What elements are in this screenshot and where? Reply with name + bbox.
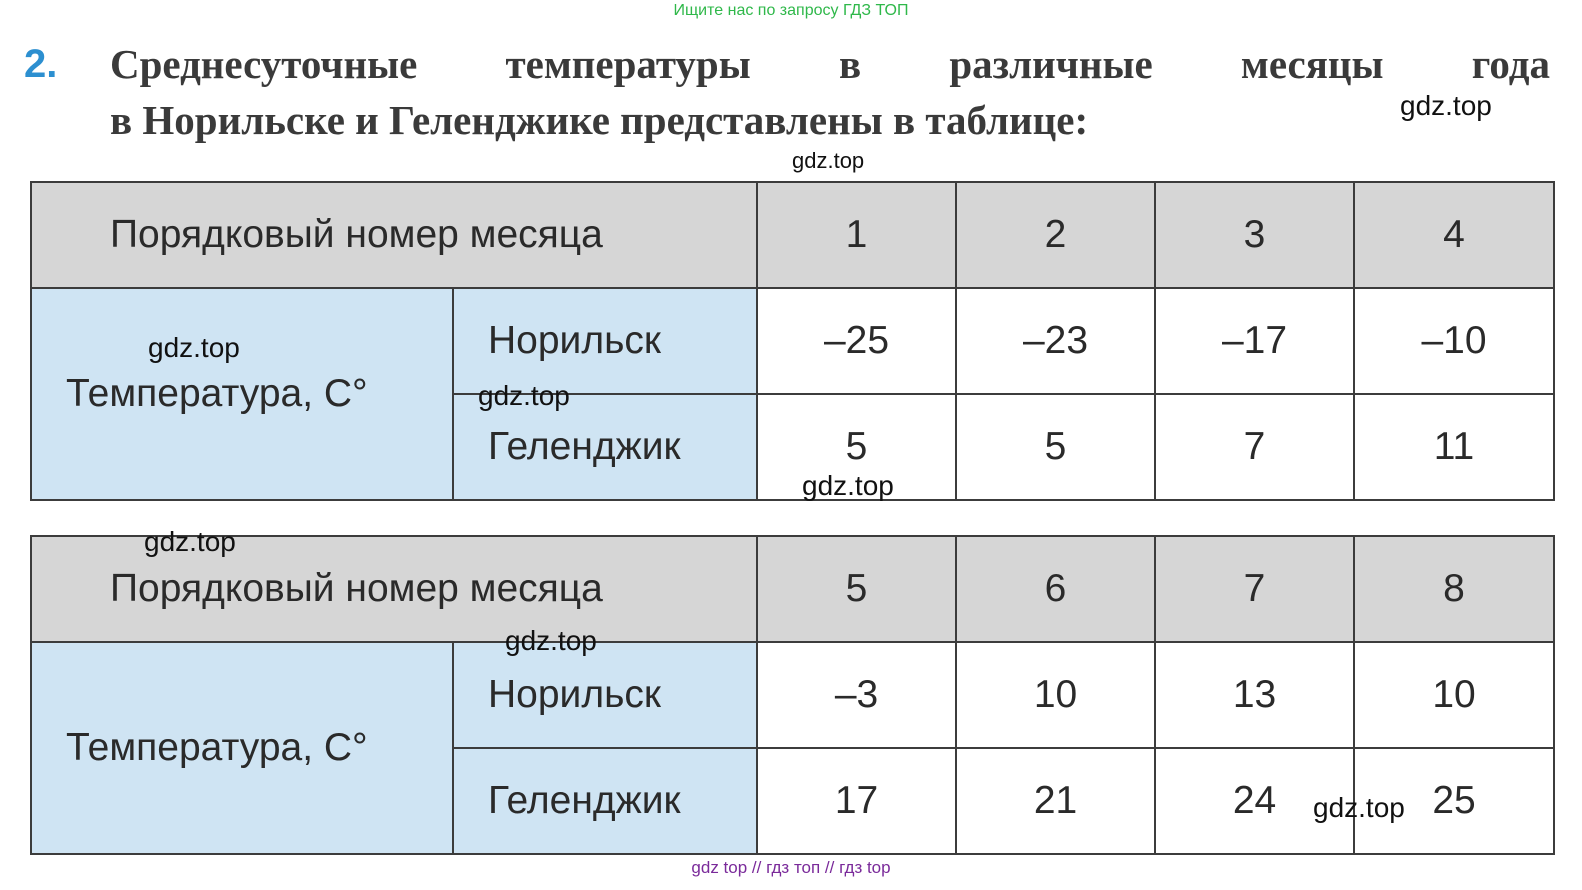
task-word: Среднесуточные <box>110 41 418 87</box>
month-number-cell: 5 <box>757 536 956 642</box>
month-number-cell: 3 <box>1155 182 1354 288</box>
task-word: месяцы <box>1240 41 1384 87</box>
temperature-cell: 17 <box>757 748 956 854</box>
city-label-norilsk: Норильск <box>453 642 757 748</box>
city-label-norilsk: Норильск <box>453 288 757 394</box>
task-word: года <box>1471 41 1550 87</box>
task-number: 2. <box>24 42 58 86</box>
month-number-label: Порядковый номер месяца <box>31 536 757 642</box>
task-word: различные <box>949 41 1153 87</box>
month-number-cell: 2 <box>956 182 1155 288</box>
temperature-label: Температура, С° <box>31 642 453 854</box>
temperature-cell: 10 <box>956 642 1155 748</box>
month-number-label: Порядковый номер месяца <box>31 182 757 288</box>
task-word: температуры <box>505 41 751 87</box>
table-header-row <box>31 536 1554 642</box>
city-label-gelendzhik: Геленджик <box>453 748 757 854</box>
table-row <box>31 288 1554 394</box>
temperature-cell: –17 <box>1155 288 1354 394</box>
temperature-cell: –23 <box>956 288 1155 394</box>
watermark: gdz.top <box>1400 90 1492 121</box>
temperature-cell: 21 <box>956 748 1155 854</box>
temperature-cell: –25 <box>757 288 956 394</box>
watermark: gdz.top <box>802 470 894 501</box>
temperature-cell: –10 <box>1354 288 1554 394</box>
temperature-cell: 5 <box>956 394 1155 500</box>
temperature-table-1 <box>30 181 1555 501</box>
watermark: gdz.top <box>148 332 240 363</box>
top-banner: Ищите нас по запросу ГДЗ ТОП <box>673 2 909 19</box>
watermark: gdz.top <box>1313 792 1405 823</box>
task-word: в <box>838 41 862 87</box>
table-header-row <box>31 182 1554 288</box>
watermark: gdz.top <box>792 148 865 173</box>
month-number-cell: 8 <box>1354 536 1554 642</box>
watermark: gdz.top <box>144 526 236 557</box>
month-number-cell: 1 <box>757 182 956 288</box>
month-number-cell: 7 <box>1155 536 1354 642</box>
temperature-cell: 13 <box>1155 642 1354 748</box>
temperature-cell: 10 <box>1354 642 1554 748</box>
task-text-line-2: в Норильске и Геленджике представлены в таблице: <box>110 97 1089 143</box>
temperature-cell: –3 <box>757 642 956 748</box>
table-row <box>31 642 1554 748</box>
temperature-cell: 11 <box>1354 394 1554 500</box>
watermark: gdz.top <box>505 625 597 656</box>
task-text-line-1 <box>110 40 1550 88</box>
temperature-cell: 7 <box>1155 394 1354 500</box>
month-number-cell: 6 <box>956 536 1155 642</box>
temperature-cell: 25 <box>1354 748 1554 854</box>
month-number-cell: 4 <box>1354 182 1554 288</box>
bottom-banner: gdz top // гдз топ // гдз top <box>691 858 891 877</box>
temperature-cell: 24 <box>1155 748 1354 854</box>
temperature-label: Температура, С° <box>31 288 453 500</box>
temperature-cell: 5 <box>757 394 956 500</box>
watermark: gdz.top <box>478 380 570 411</box>
city-label-gelendzhik: Геленджик <box>453 394 757 500</box>
